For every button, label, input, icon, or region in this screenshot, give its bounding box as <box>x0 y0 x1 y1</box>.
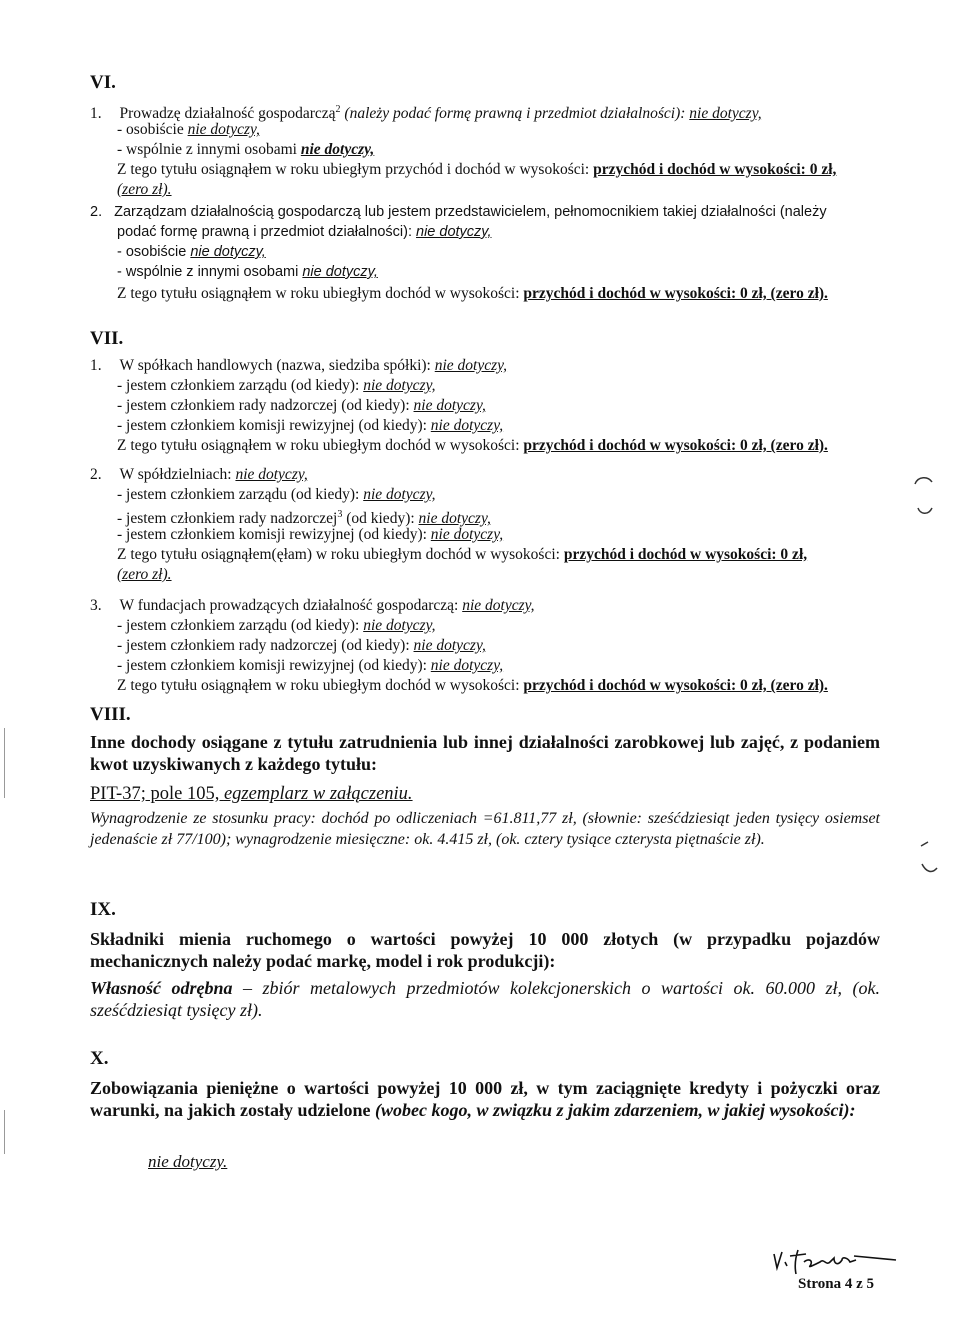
vii-item3-board <box>117 616 436 635</box>
vii-item1-board <box>117 376 436 395</box>
vii-item2-supervisory-label: - jestem członkiem rady nadzorczej <box>117 510 338 528</box>
vii-item3-income <box>117 676 828 695</box>
vi-item2-line1 <box>90 204 827 220</box>
vii-item3-audit <box>117 656 503 675</box>
scan-edge-line <box>4 728 5 798</box>
vii-item2-income-value2: (zero zł). <box>117 566 172 583</box>
vi-item2-income-value: przychód i dochód w wysokości: 0 zł, (zero zł). <box>523 285 828 302</box>
vii-item1-supervisory <box>117 396 486 415</box>
section-vi-title: VI. <box>90 72 116 93</box>
vii-item2-supervisory-answer: nie dotyczy, <box>418 510 491 528</box>
vi-item1-income-value2: (zero zł). <box>117 181 172 198</box>
vi-item1-joint-answer: nie dotyczy, <box>300 141 375 158</box>
vi-item1-joint <box>117 140 374 159</box>
viii-paragraph: Wynagrodzenie ze stosunku pracy: dochód po odliczeniach =61.811,77 zł, (słownie: sześćdziesiąt jeden tysięcy osiemset jedenaście zł 77/100); wynagrodzenie miesięczne: ok. 4.415 zł, (ok. cztery tysiące czterysta piętnaście zł). <box>90 810 880 848</box>
vii-item1-board-answer: nie dotyczy, <box>363 377 436 394</box>
vi-item2-text2: podać formę prawną i przedmiot działalności): <box>117 224 416 240</box>
vi-item2-joint-label: - wspólnie z innymi osobami <box>117 264 303 280</box>
vii-item2-audit-label: - jestem członkiem komisji rewizyjnej (od kiedy): <box>117 526 431 543</box>
scan-edge-line-2 <box>4 1110 5 1154</box>
x-heading-plain: Zobowiązania pieniężne o wartości powyżej 10 000 zł, w tym zaciągnięte kredyty i pożyczki oraz warunki, na jakich zostały udzielone <box>90 1078 880 1120</box>
vii-item3-income-value: przychód i dochód w wysokości: 0 zł, (zero zł). <box>523 677 828 694</box>
handwritten-signature <box>770 1240 900 1276</box>
vi-item1-personal-label: - osobiście <box>117 121 188 138</box>
vi-item2-personal-answer: nie dotyczy, <box>190 244 266 260</box>
vii-item1-income-value: przychód i dochód w wysokości: 0 zł, (zero zł). <box>523 437 828 454</box>
ix-answer-rest: – zbiór metalowych przedmiotów kolekcjonerskich o wartości ok. 60.000 zł, (ok. sześćdziesiąt tysięcy zł). <box>90 978 880 1020</box>
vii-item1-audit-label: - jestem członkiem komisji rewizyjnej (od kiedy): <box>117 417 431 434</box>
vii-item1-num: 1. <box>90 357 102 374</box>
vi-item2-joint <box>117 264 378 280</box>
page-number: Strona 4 z 5 <box>798 1276 874 1292</box>
vii-item1-supervisory-label: - jestem członkiem rady nadzorczej (od kiedy): <box>117 397 414 414</box>
scan-artifact-mark-2 <box>918 838 940 878</box>
vii-item2-income-label: Z tego tytułu osiągnąłem(ęłam) w roku ubiegłym dochód w wysokości: <box>117 546 564 563</box>
vii-item2-board-label: - jestem członkiem zarządu (od kiedy): <box>117 486 364 503</box>
section-viii-title: VIII. <box>90 704 131 725</box>
vii-item3-supervisory-answer: nie dotyczy, <box>413 637 486 654</box>
vi-item2-joint-answer: nie dotyczy, <box>302 264 378 280</box>
vii-item3-line <box>90 596 535 615</box>
vii-item2-audit-answer: nie dotyczy, <box>430 526 504 543</box>
vi-item2-text1: Zarządzam działalnością gospodarczą lub jestem przedstawicielem, pełnomocnikiem takiej działalności (należy <box>114 204 827 220</box>
vi-item1-income-label: Z tego tytułu osiągnąłem w roku ubiegłym przychód i dochód w wysokości: <box>117 161 594 178</box>
vii-item3-supervisory-label: - jestem członkiem rady nadzorczej (od kiedy): <box>117 637 414 654</box>
vii-item2-board <box>117 485 436 504</box>
vi-item2-income-label: Z tego tytułu osiągnąłem w roku ubiegłym dochód w wysokości: <box>117 285 524 302</box>
vii-item2-income <box>117 545 807 564</box>
vi-item1-income <box>117 160 836 179</box>
vii-item3-text: W fundacjach prowadzących działalność gospodarczą: <box>119 597 463 614</box>
ix-heading: Składniki mienia ruchomego o wartości powyżej 10 000 złotych (w przypadku pojazdów mechanicznych należy podać markę, model i rok produkcji): <box>90 929 880 971</box>
vii-item1-supervisory-answer: nie dotyczy, <box>413 397 486 414</box>
vi-item1-joint-label: - wspólnie z innymi osobami <box>117 141 301 158</box>
vi-item1-num: 1. <box>90 105 102 123</box>
vii-item2-supervisory-sup: 3 <box>337 509 343 520</box>
vi-item1-income-value: przychód i dochód w wysokości: 0 zł, <box>593 161 837 178</box>
ix-answer <box>90 977 880 1021</box>
vii-item2-board-answer: nie dotyczy, <box>363 486 436 503</box>
vii-item3-audit-label: - jestem członkiem komisji rewizyjnej (od kiedy): <box>117 657 431 674</box>
vi-item2-num: 2. <box>90 204 103 220</box>
vi-item1-text: Prowadzę działalność gospodarczą <box>119 105 336 123</box>
section-ix-title: IX. <box>90 899 116 920</box>
vi-item2-income <box>117 284 828 303</box>
vi-item1-sup: 2 <box>335 104 341 115</box>
scan-artifact-mark <box>912 474 936 520</box>
vi-item2-personal-label: - osobiście <box>117 244 191 260</box>
vii-item1-audit-answer: nie dotyczy, <box>430 417 504 434</box>
x-heading-italic: (wobec kogo, w związku z jakim zdarzeniem, w jakiej wysokości): <box>375 1100 856 1120</box>
x-heading <box>90 1077 880 1121</box>
vii-item2-income-value: przychód i dochód w wysokości: 0 zł, <box>563 546 808 563</box>
vii-item3-board-answer: nie dotyczy, <box>363 617 436 634</box>
vii-item1-answer: nie dotyczy, <box>434 357 508 374</box>
vii-item3-answer: nie dotyczy, <box>462 597 535 614</box>
vii-item1-income-label: Z tego tytułu osiągnąłem w roku ubiegłym dochód w wysokości: <box>117 437 524 454</box>
x-answer: nie dotyczy. <box>148 1152 228 1171</box>
vii-item2-line <box>90 465 308 484</box>
viii-pit-italic: egzemplarz w załączeniu. <box>223 784 413 804</box>
vii-item2-audit <box>117 525 503 544</box>
vii-item3-board-label: - jestem członkiem zarządu (od kiedy): <box>117 617 364 634</box>
vii-item1-audit <box>117 416 503 435</box>
section-x-title: X. <box>90 1048 109 1069</box>
vii-item3-supervisory <box>117 636 486 655</box>
vii-item2-answer: nie dotyczy, <box>235 466 308 483</box>
viii-pit-line <box>90 784 413 805</box>
vii-item1-board-label: - jestem członkiem zarządu (od kiedy): <box>117 377 364 394</box>
vii-item2-num: 2. <box>90 466 102 483</box>
vi-item1-answer: nie dotyczy, <box>689 105 762 123</box>
vii-item3-audit-answer: nie dotyczy, <box>430 657 504 674</box>
vii-item1-line <box>90 356 507 375</box>
vi-item2-line2 <box>117 224 492 240</box>
vi-item1-personal-answer: nie dotyczy, <box>187 121 260 138</box>
viii-heading: Inne dochody osiągane z tytułu zatrudnienia lub innej działalności zarobkowej lub zajęć, z podaniem kwot uzyskiwanych z każdego tytułu: <box>90 732 880 774</box>
vii-item3-num: 3. <box>90 597 102 614</box>
vii-item2-supervisory-label2: (od kiedy): <box>342 510 419 528</box>
vii-item1-income <box>117 436 828 455</box>
vi-item1-italic: (należy podać formę prawną i przedmiot działalności): <box>340 105 690 123</box>
vii-item3-income-label: Z tego tytułu osiągnąłem w roku ubiegłym dochód w wysokości: <box>117 677 524 694</box>
vi-item2-answer: nie dotyczy, <box>416 224 492 240</box>
ix-answer-bold: Własność odrębna <box>90 978 233 998</box>
viii-pit-plain: PIT-37; pole 105, <box>90 784 224 804</box>
vii-item1-text: W spółkach handlowych (nazwa, siedziba spółki): <box>119 357 435 374</box>
vii-item2-text: W spółdzielniach: <box>119 466 236 483</box>
section-vii-title: VII. <box>90 328 124 349</box>
vi-item1-personal <box>117 120 260 139</box>
vi-item2-personal <box>117 244 266 260</box>
